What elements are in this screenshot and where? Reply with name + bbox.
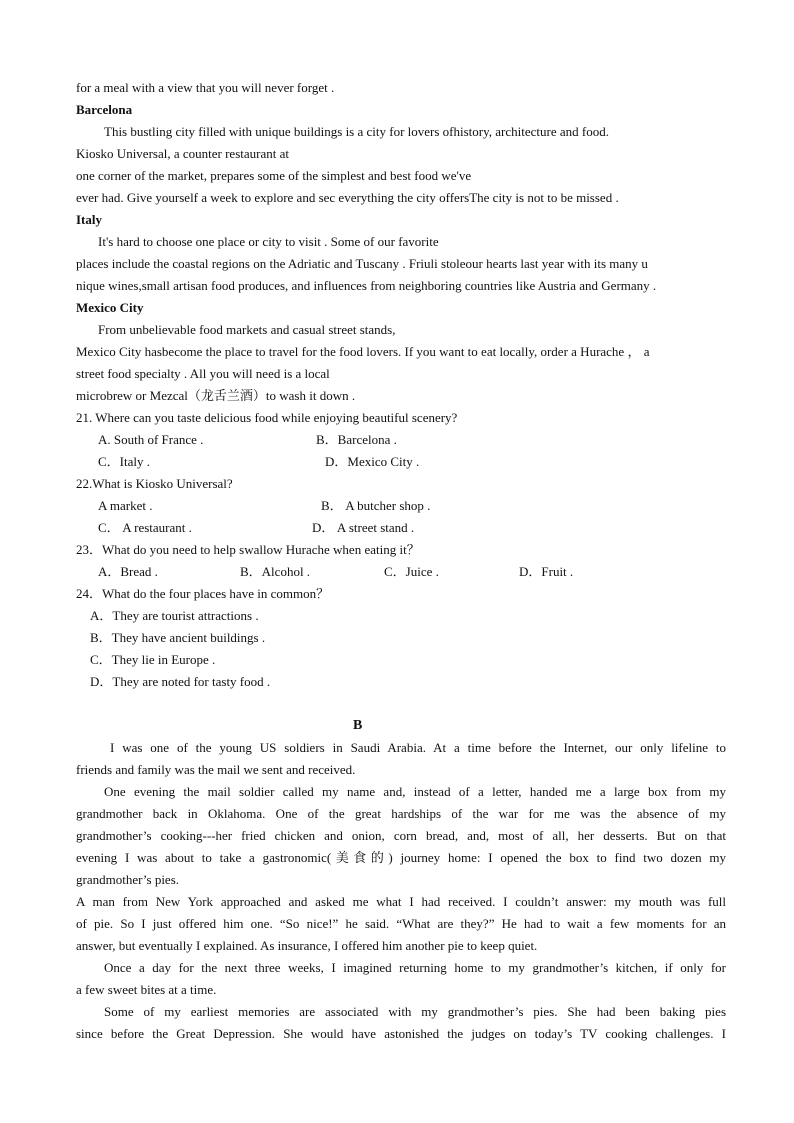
text-line: nique wines,small artisan food produces, and influences from neighboring countries like Austria and Germany . xyxy=(76,278,657,293)
question-22-stem: 22.What is Kiosko Universal? xyxy=(76,476,233,491)
text-line: street food specialty . All you will need is a local xyxy=(76,366,330,381)
text-line: Mexico City hasbecome the place to travel for the food lovers. If you want to eat locally, order a Hurache ， a xyxy=(76,344,650,359)
question-21-option-c: C．Italy . xyxy=(98,454,150,469)
text-line: It's hard to choose one place or city to visit . Some of our favorite xyxy=(98,234,439,249)
question-21-option-d: D．Mexico City . xyxy=(325,454,420,469)
text-line: friends and family was the mail we sent and received. xyxy=(76,762,356,777)
text-line: A man from New York approached and asked me what I had received. I couldn’t answer: my mouth was full xyxy=(76,894,726,909)
question-21-option-b: B．Barcelona . xyxy=(316,432,397,447)
question-21-stem: 21. Where can you taste delicious food while enjoying beautiful scenery? xyxy=(76,410,458,425)
question-23-option-b: B．Alcohol . xyxy=(240,564,311,579)
text-line: since before the Great Depression. She would have astonished the judges on today’s TV cooking challenges. I xyxy=(76,1026,726,1041)
text-line: grandmother back in Oklahoma. One of the great hardships of the war for me was the absence of my xyxy=(76,806,726,821)
question-24-option-b: B．They have ancient buildings . xyxy=(90,630,266,645)
text-line: One evening the mail soldier called my name and, instead of a letter, handed me a large box from my xyxy=(104,784,726,799)
text-line: places include the coastal regions on the Adriatic and Tuscany . Friuli stoleour hearts last year with its many u xyxy=(76,256,648,271)
question-23-option-c: C．Juice . xyxy=(384,564,439,579)
question-24-option-c: C．They lie in Europe . xyxy=(90,652,216,667)
text-line: Once a day for the next three weeks, I imagined returning home to my grandmother’s kitchen, if only for xyxy=(104,960,726,975)
question-24-option-d: D．They are noted for tasty food . xyxy=(90,674,271,689)
section-heading-italy: Italy xyxy=(76,212,102,227)
question-22-option-b: B． A butcher shop . xyxy=(321,498,431,513)
question-23-option-d: D．Fruit . xyxy=(519,564,574,579)
text-line: I was one of the young US soldiers in Saudi Arabia. At a time before the Internet, our only lifeline to xyxy=(110,740,726,755)
text-line: a few sweet bites at a time. xyxy=(76,982,217,997)
section-heading-mexico-city: Mexico City xyxy=(76,300,144,315)
question-22-option-c: C． A restaurant . xyxy=(98,520,192,535)
section-heading-barcelona: Barcelona xyxy=(76,102,133,117)
question-23-stem: 23．What do you need to help swallow Hurache when eating it？ xyxy=(76,542,420,557)
question-22-option-d: D． A street stand . xyxy=(312,520,415,535)
question-22-option-a: A market . xyxy=(98,498,153,513)
text-line: one corner of the market, prepares some of the simplest and best food we've xyxy=(76,168,472,183)
text-line: This bustling city filled with unique buildings is a city for lovers ofhistory, architecture and food. xyxy=(104,124,609,139)
text-line: From unbelievable food markets and casual street stands, xyxy=(98,322,396,337)
text-line: answer, but eventually I explained. As insurance, I offered him another pie to keep quiet. xyxy=(76,938,538,953)
text-line: of pie. So I just offered him one. “So nice!” he said. “What are they?” He had to wait a few moments for an xyxy=(76,916,726,931)
text-line: grandmother’s pies. xyxy=(76,872,180,887)
text-line: Some of my earliest memories are associated with my grandmother’s pies. She had been baking pies xyxy=(104,1004,726,1019)
question-24-stem: 24．What do the four places have in common？ xyxy=(76,586,330,601)
text-line: evening I was about to take a gastronomic(美食的) journey home: I opened the box to find two dozen my xyxy=(76,850,726,865)
text-line: for a meal with a view that you will never forget . xyxy=(76,80,335,95)
text-line: Kiosko Universal, a counter restaurant at xyxy=(76,146,289,161)
text-line: microbrew or Mezcal（龙舌兰酒）to wash it down . xyxy=(76,388,356,403)
question-23-option-a: A．Bread . xyxy=(98,564,158,579)
passage-b-heading: B xyxy=(353,718,363,733)
question-21-option-a: A. South of France . xyxy=(98,432,204,447)
text-line: grandmother’s cooking---her fried chicken and onion, corn bread, and, most of all, her desserts. But on that xyxy=(76,828,726,843)
question-24-option-a: A．They are tourist attractions . xyxy=(90,608,259,623)
text-line: ever had. Give yourself a week to explore and sec everything the city offersThe city is not to be missed . xyxy=(76,190,619,205)
